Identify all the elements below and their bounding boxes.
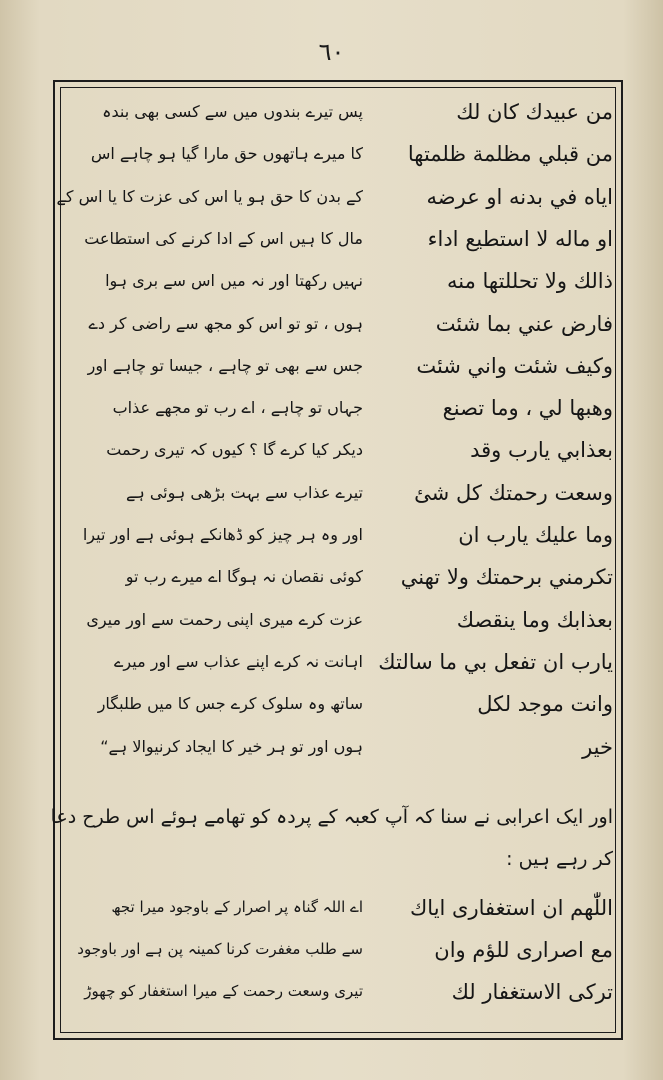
urdu-text-line: اور وہ ہر چیز کو ڈھانکے ہوئی ہے اور تیرا [82, 525, 363, 544]
arabic-text-line: بعذابك وما ينقصك [456, 607, 613, 632]
arabic-text-line: وهبها لي ، وما تصنع [442, 396, 613, 421]
urdu-text-line: کا میرے ہاتھوں حق مارا گیا ہو چاہے اس [90, 144, 363, 164]
urdu-text-line: جہاں تو چاہے ، اے رب تو مجھے عذاب [112, 398, 363, 418]
urdu-text-line: عزت کرے میری اپنی رحمت سے اور میری [86, 609, 363, 629]
urdu-text-line: اہانت نہ کرے اپنے عذاب سے اور میرے [114, 651, 363, 671]
arabic-text-line: اللّٰهم ان استغفاری ایاك [409, 896, 613, 920]
urdu-text-line: دیکر کیا کرے گا ؟ کیوں کہ تیری رحمت [106, 440, 363, 460]
arabic-text-line: بعذابي يارب وقد [470, 438, 613, 463]
arabic-text-line: او ماله لا استطيع اداء [427, 226, 613, 251]
arabic-text-line: من عبيدك كان لك [456, 100, 613, 124]
urdu-text-line: تیرے عذاب سے بہت بڑھی ہوئی ہے [125, 482, 363, 502]
narration-line: اور ایک اعرابی نے سنا کہ آپ کعبہ کے پردہ کو تھامے ہوئے اس طرح دعا [50, 806, 613, 828]
arabic-text-line: وكيف شئت واني شئت [416, 353, 613, 378]
arabic-text-line: فارض عني بما شئت [435, 311, 613, 336]
arabic-text-line: تكرمني برحمتك ولا تهني [400, 565, 613, 590]
urdu-text-line: جس سے بھی تو چاہے ، جیسا تو چاہے اور [87, 355, 363, 375]
urdu-text-line: ساتھ وہ سلوک کرے جس کا میں طلبگار [97, 694, 363, 714]
urdu-text-line: پس تیرے بندوں میں سے کسی بھی بندہ [102, 102, 363, 121]
arabic-text-line: من قبلي مظلمة ظلمتها [407, 142, 613, 167]
arabic-text-line: ذالك ولا تحللتها منه [447, 269, 613, 294]
arabic-text-line: وسعت رحمتك كل شئ [414, 480, 613, 505]
urdu-text-line: ہوں اور تو ہر خیر کا ایجاد کرنیوالا ہے“ [100, 736, 363, 756]
urdu-text-line: مال کا ہیں اس کے ادا کرنے کی استطاعت [84, 228, 363, 248]
page-number: ٦٠ [318, 38, 345, 66]
arabic-text-line: اياه في بدنه او عرضه [426, 184, 613, 209]
urdu-text-line: نہیں رکھتا اور نہ میں اس سے بری ہوا [105, 271, 363, 291]
arabic-text-line: مع اصراری للؤم وان [434, 938, 613, 962]
narration-line: کر رہے ہیں : [506, 848, 613, 870]
urdu-text-line: کوئی نقصان نہ ہوگا اے میرے رب تو [125, 567, 363, 587]
arabic-text-line: وانت موجد لكل [477, 692, 613, 717]
urdu-text-line: ہوں ، تو تو اس کو مجھ سے راضی کر دے [88, 313, 363, 333]
urdu-text-line: اے اللہ گناہ پر اصرار کے باوجود میرا تجھ [111, 898, 363, 916]
urdu-text-line: سے طلب مغفرت کرنا کمینہ پن ہے اور باوجود [77, 940, 363, 958]
urdu-text-line: تیری وسعت رحمت کے میرا استغفار کو چھوڑ [84, 982, 363, 1000]
arabic-text-line: يارب ان تفعل بي ما سالتك [378, 649, 613, 674]
arabic-text-line: خير [582, 734, 613, 759]
arabic-text-line: وما عليك يارب ان [458, 523, 613, 547]
arabic-text-line: ترکی الاستغفار لك [451, 980, 613, 1004]
urdu-text-line: کے بدن کا حق ہو یا اس کی عزت کا یا اس کے [56, 186, 363, 206]
